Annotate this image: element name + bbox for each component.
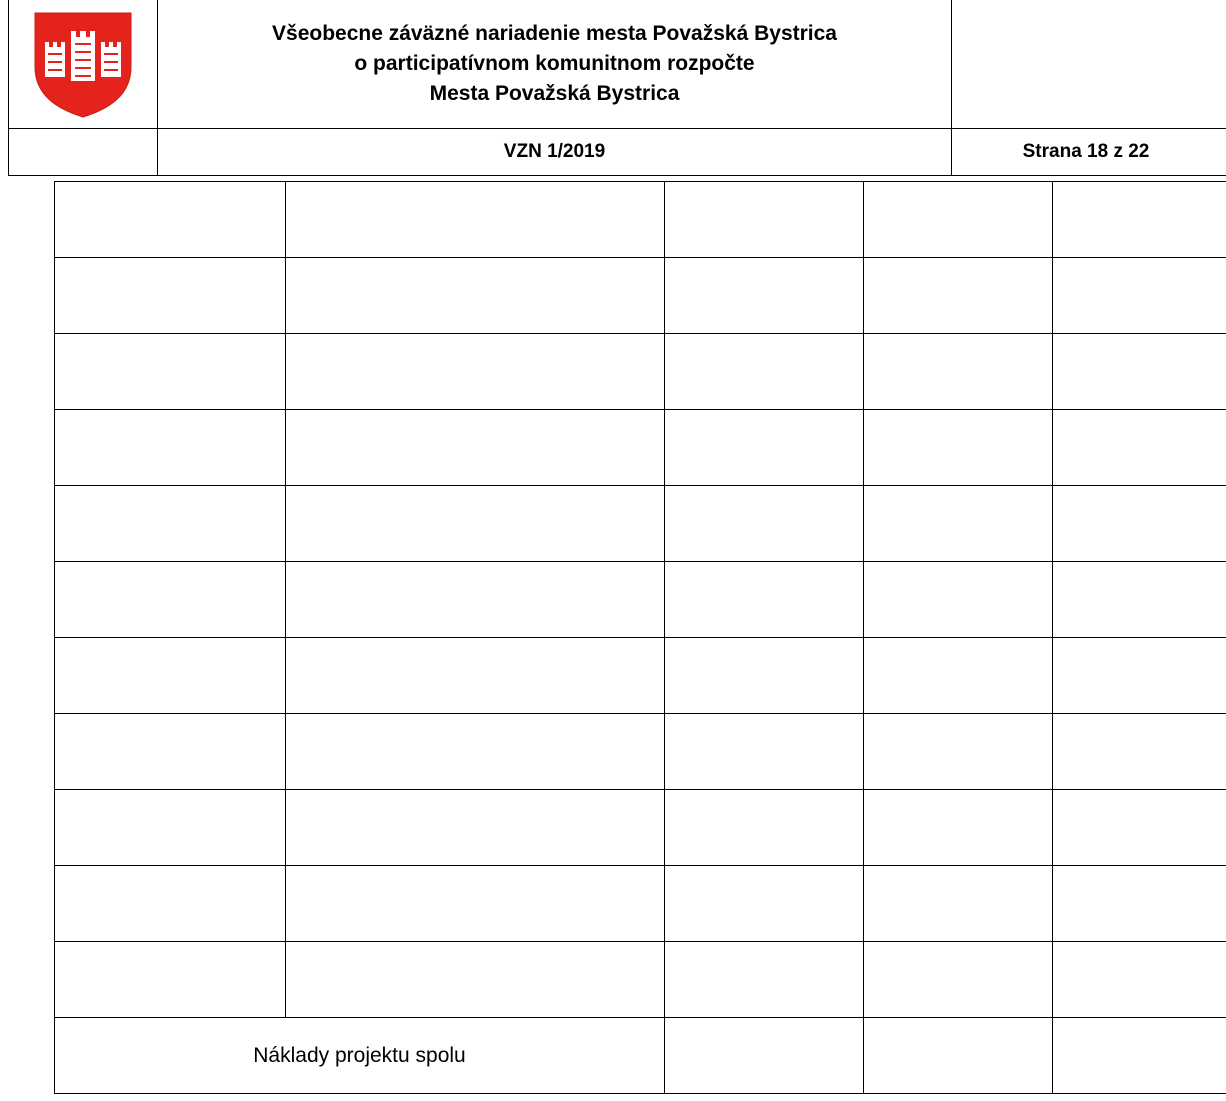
document-title	[158, 0, 951, 128]
table-cell	[55, 486, 286, 562]
table-row	[55, 486, 1226, 562]
table-cell	[1053, 182, 1226, 258]
header-logo-underline	[8, 128, 158, 129]
table-row	[55, 334, 1226, 410]
table-cell	[1053, 258, 1226, 334]
table-cell	[286, 942, 665, 1018]
title-line-2: o participatívnom komunitnom rozpočte	[354, 52, 755, 75]
table-cell	[1053, 866, 1226, 942]
table-cell	[1053, 638, 1226, 714]
table-cell	[665, 790, 864, 866]
table-cell	[1053, 714, 1226, 790]
table-cell	[1053, 942, 1226, 1018]
table-cell	[55, 866, 286, 942]
table-cell	[286, 410, 665, 486]
table-cell	[286, 790, 665, 866]
table-cell	[55, 942, 286, 1018]
table-cell	[864, 258, 1053, 334]
page-number: Strana 18 z 22	[1022, 141, 1150, 162]
table-cell	[665, 866, 864, 942]
table-row	[55, 182, 1226, 258]
total-costs-label: Náklady projektu spolu	[55, 1018, 665, 1094]
table-cell	[286, 714, 665, 790]
table-cell	[1053, 562, 1226, 638]
table-cell	[864, 714, 1053, 790]
table-row	[55, 562, 1226, 638]
total-cell	[665, 1018, 864, 1094]
table-cell	[864, 334, 1053, 410]
table-cell	[286, 334, 665, 410]
table-cell	[55, 182, 286, 258]
table-cell	[286, 866, 665, 942]
table-row	[55, 258, 1226, 334]
table-cell	[864, 790, 1053, 866]
table-cell	[1053, 410, 1226, 486]
table-cell	[55, 334, 286, 410]
table-cell	[1053, 790, 1226, 866]
table-cell	[55, 714, 286, 790]
document-number: VZN 1/2019	[503, 141, 606, 162]
table-cell	[286, 562, 665, 638]
table-cell	[286, 182, 665, 258]
table-cell	[665, 562, 864, 638]
table-cell	[1053, 486, 1226, 562]
table-cell	[864, 182, 1053, 258]
title-line-1: Všeobecne záväzné nariadenie mesta Považská Bystrica	[272, 22, 837, 45]
table-cell	[1053, 334, 1226, 410]
table-row	[55, 410, 1226, 486]
table-cell	[864, 638, 1053, 714]
budget-table	[54, 181, 1226, 1094]
table-cell	[665, 714, 864, 790]
table-cell	[55, 638, 286, 714]
table-cell	[55, 410, 286, 486]
table-cell	[665, 486, 864, 562]
table-cell	[286, 258, 665, 334]
table-cell	[665, 638, 864, 714]
table-row	[55, 866, 1226, 942]
table-cell	[665, 410, 864, 486]
city-crest-icon	[31, 9, 135, 119]
table-cell	[286, 486, 665, 562]
table-cell	[864, 866, 1053, 942]
table-row	[55, 942, 1226, 1018]
table-cell	[55, 258, 286, 334]
total-cell	[1053, 1018, 1226, 1094]
table-row	[55, 790, 1226, 866]
table-cell	[665, 334, 864, 410]
table-cell	[665, 182, 864, 258]
table-cell	[864, 486, 1053, 562]
title-line-3: Mesta Považská Bystrica	[429, 82, 680, 105]
table-cell	[286, 638, 665, 714]
table-cell	[864, 562, 1053, 638]
table-row	[55, 714, 1226, 790]
total-cell	[864, 1018, 1053, 1094]
table-cell	[665, 942, 864, 1018]
total-row	[55, 1018, 1226, 1094]
table-cell	[864, 410, 1053, 486]
table-cell	[864, 942, 1053, 1018]
city-crest-logo	[8, 0, 157, 128]
table-row	[55, 638, 1226, 714]
table-cell	[55, 562, 286, 638]
table-cell	[665, 258, 864, 334]
table-cell	[55, 790, 286, 866]
